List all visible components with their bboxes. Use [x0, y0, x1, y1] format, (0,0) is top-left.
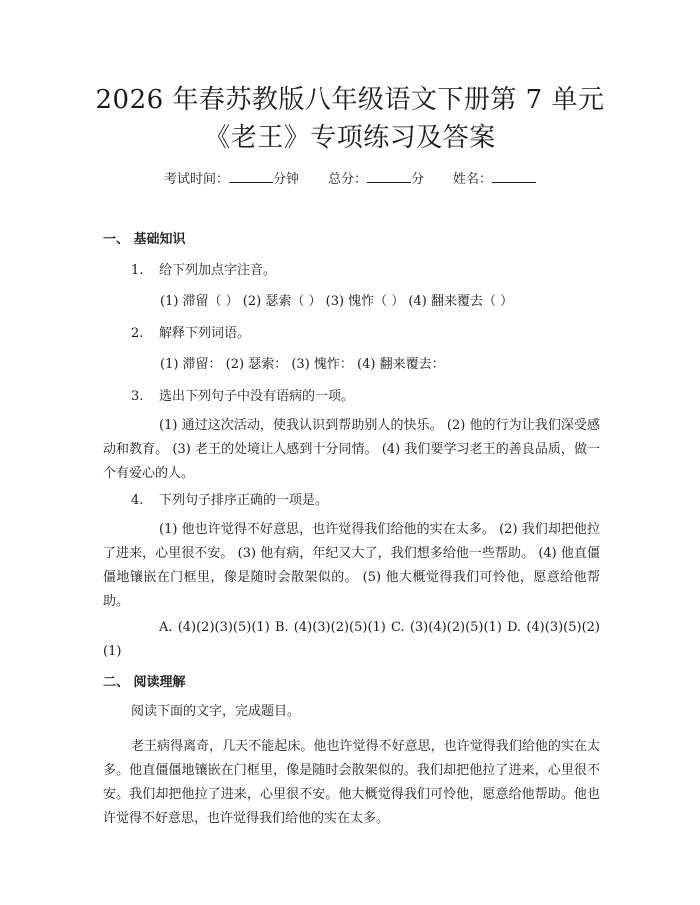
- name-label: 姓名：: [452, 172, 492, 187]
- question-3: [131, 388, 354, 406]
- section1-heading: 一、 基础知识: [103, 232, 186, 247]
- question-3-text: 选出下列句子中没有语病的一项。: [159, 389, 355, 404]
- document-title-line2: 《老王》专项练习及答案: [204, 123, 496, 153]
- exam-meta-line: [0, 170, 700, 189]
- score-unit: 分: [411, 172, 425, 187]
- question-1-number: 1.: [131, 263, 144, 278]
- question-4: [131, 492, 328, 510]
- reading-intro: 阅读下面的文字，完成题目。: [131, 704, 301, 719]
- question-1: [131, 262, 276, 280]
- question-3-body: (1) 通过这次活动，使我认识到帮助别人的快乐。 (2) 他的行为让我们深受感动和教育。 (3) 老王的处境让人感到十分同情。 (4) 我们要学习老王的善良品质，做一个有爱心的人。: [103, 418, 600, 481]
- question-2-number: 2.: [131, 326, 144, 341]
- question-1-text: 给下列加点字注音。: [159, 263, 277, 278]
- question-2-text: 解释下列词语。: [159, 326, 251, 341]
- question-4-choices: A. (4)(2)(3)(5)(1) B. (4)(3)(2)(5)(1) C. (3)(4)(2)(5)(1) D. (4)(3)(5)(2)(1): [103, 620, 600, 659]
- score-blank: [367, 170, 411, 183]
- score-label: 总分：: [327, 172, 367, 187]
- document-title-line1: 2026 年春苏教版八年级语文下册第 7 单元: [95, 85, 605, 115]
- question-4-body: (1) 他也许觉得不好意思，也许觉得我们给他的实在太多。 (2) 我们却把他拉了进来，心里很不安。 (3) 他有病，年纪又大了，我们想多给他一些帮助。 (4) 他直僵僵地镶嵌在门框里，像是随时会散架似的。 (5) 他大概觉得我们可怜他，愿意给他帮助。: [103, 522, 600, 609]
- question-3-number: 3.: [131, 389, 144, 404]
- reading-passage: 老王病得离奇，几天不能起床。他也许觉得不好意思，也许觉得我们给他的实在太多。他直僵僵地镶嵌在门框里，像是随时会散架似的。我们却把他拉了进来，心里很不安。我们却把他拉了进来，心里很不安。他大概觉得我们可怜他，愿意给他帮助。他也许觉得不好意思，也许觉得我们给他的实在太多。: [103, 739, 600, 826]
- question-1-options: (1) 滞留（ ） (2) 瑟索（ ） (3) 愧怍（ ） (4) 翻来覆去（ ）: [160, 294, 514, 309]
- name-blank: [492, 170, 536, 183]
- exam-time-label: 考试时间：: [164, 172, 230, 187]
- question-4-number: 4.: [131, 493, 144, 508]
- question-2-options: (1) 滞留： (2) 瑟索： (3) 愧怍： (4) 翻来覆去：: [160, 357, 445, 372]
- question-4-text: 下列句子排序正确的一项是。: [159, 493, 329, 508]
- section2-heading: 二、 阅读理解: [103, 675, 186, 690]
- exam-time-unit: 分钟: [273, 172, 300, 187]
- question-2: [131, 325, 250, 343]
- exam-time-blank: [229, 170, 273, 183]
